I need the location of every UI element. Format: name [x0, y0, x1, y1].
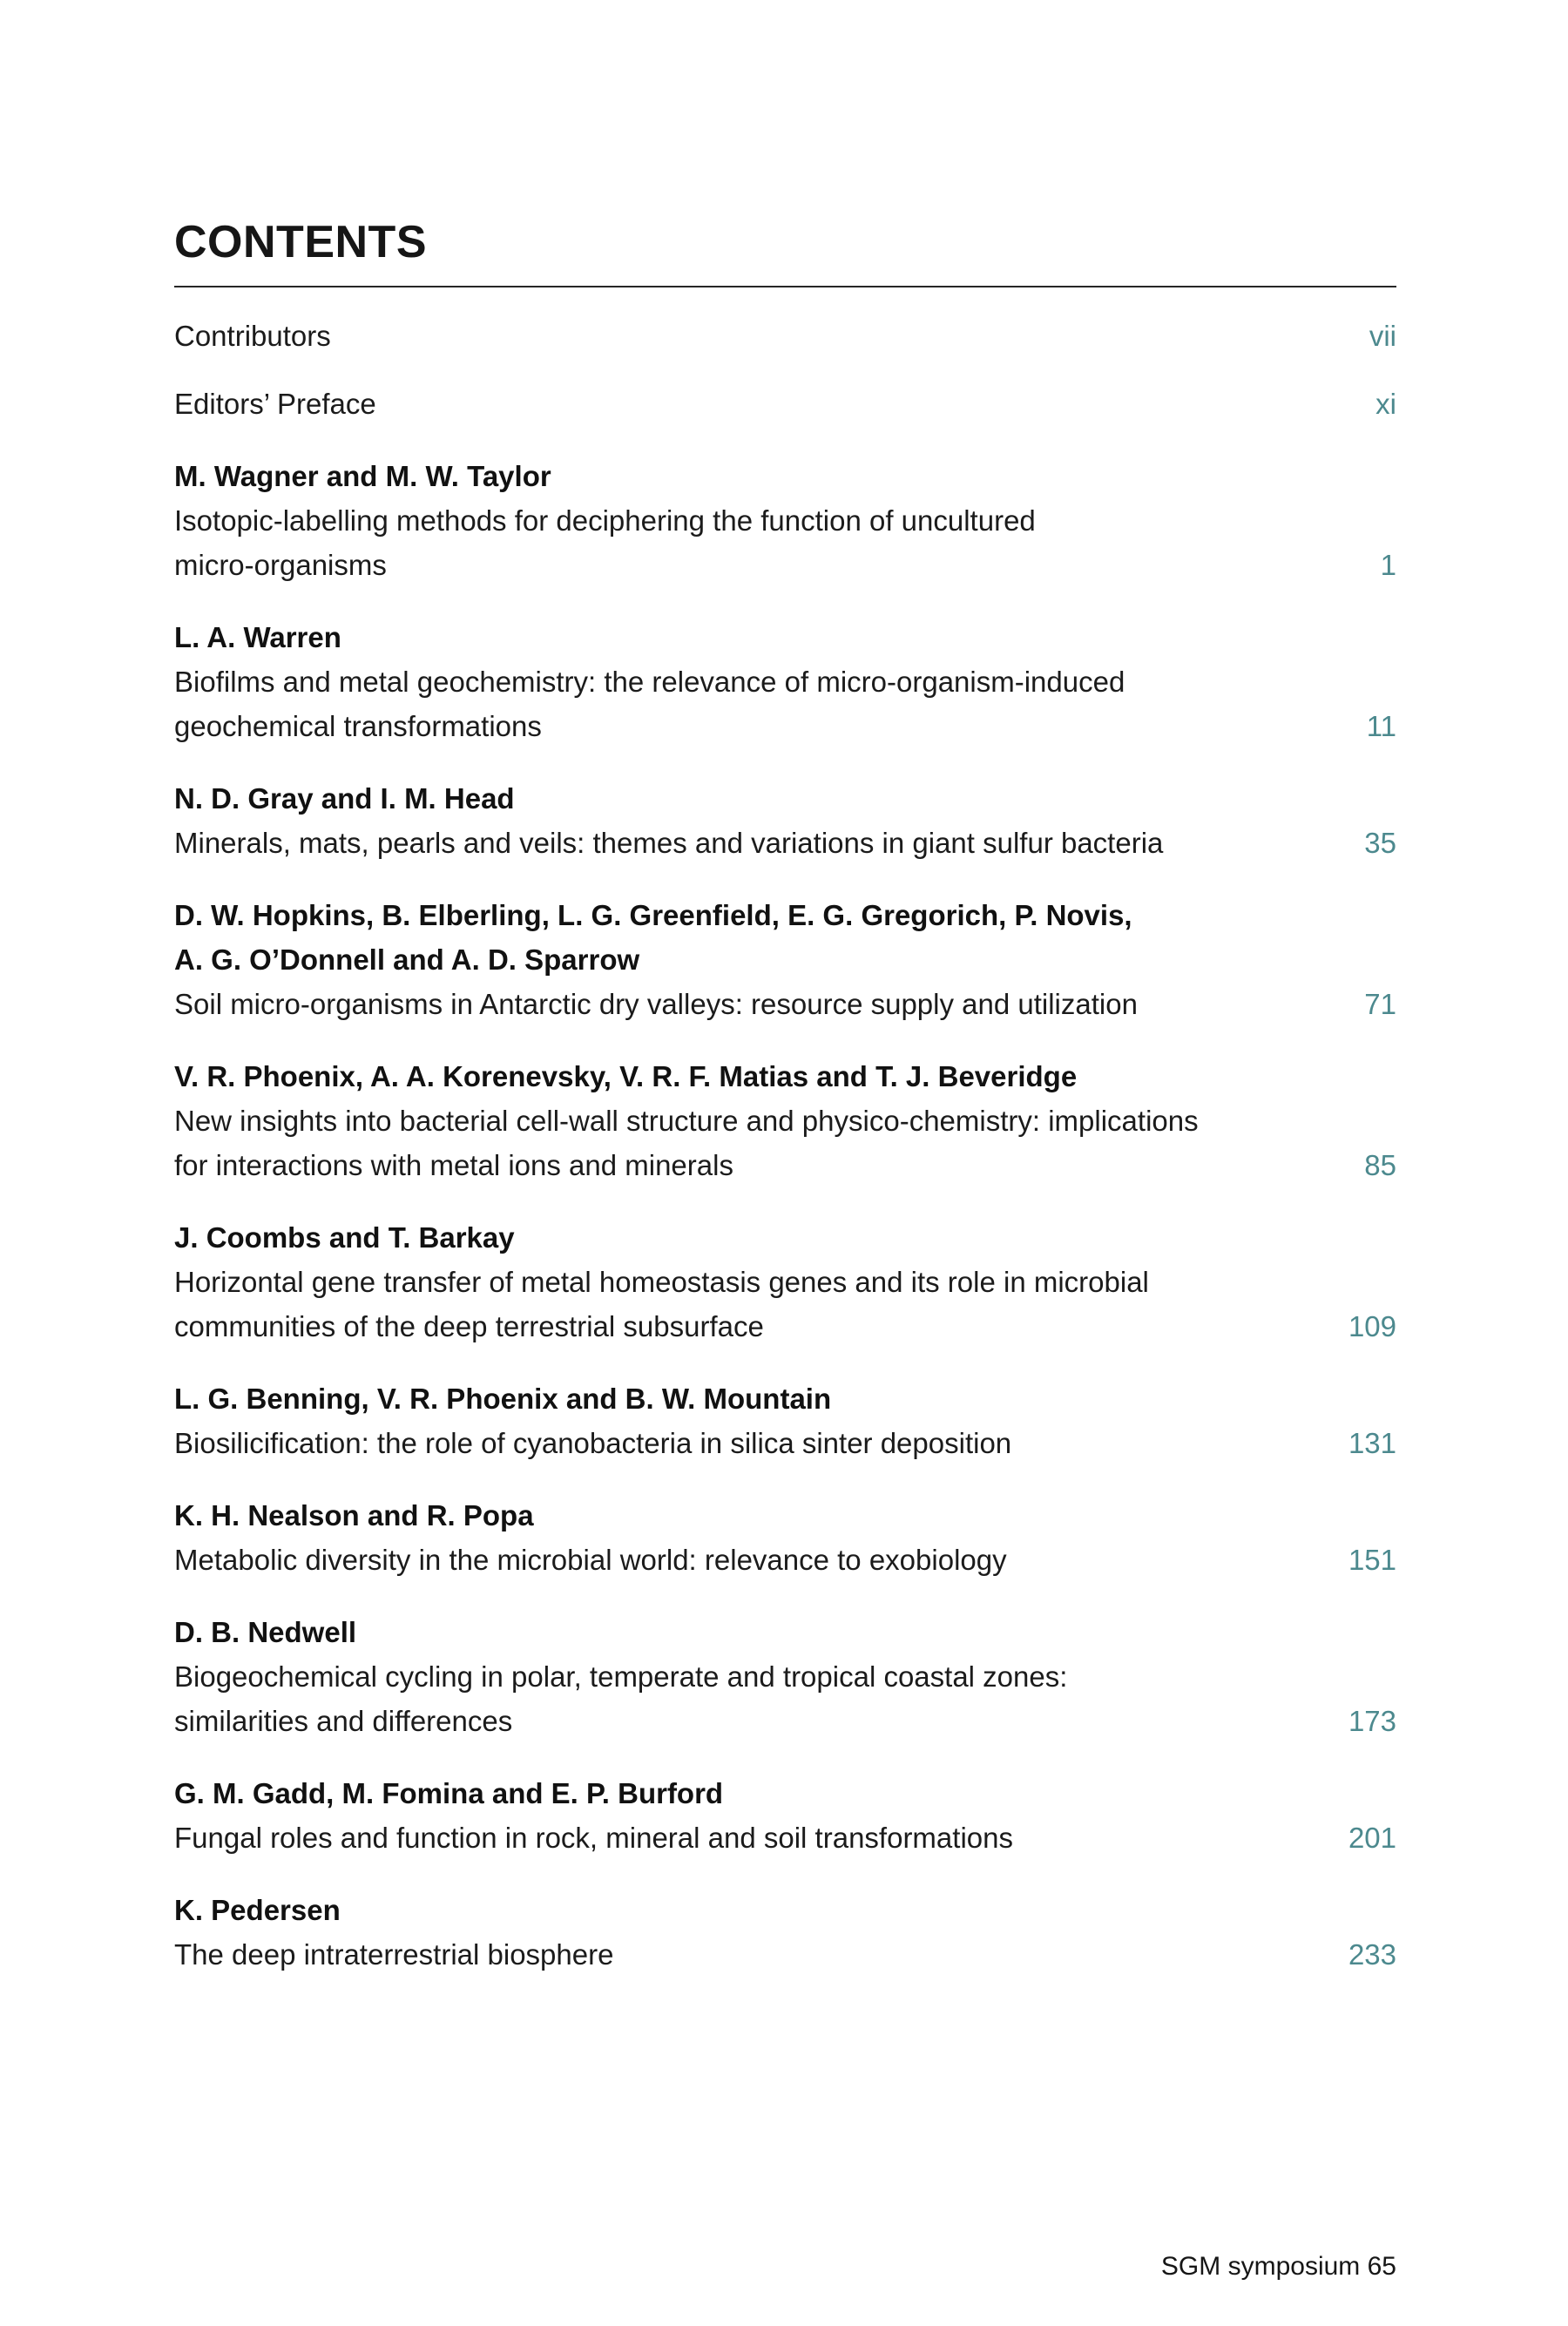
entry-title-line — [174, 1699, 1396, 1743]
toc-entry — [174, 893, 1396, 1026]
entry-title-line — [174, 1421, 1396, 1465]
page-number: 71 — [1364, 988, 1396, 1020]
toc-entry — [174, 776, 1396, 865]
toc-entry — [174, 1610, 1396, 1743]
entry-title-text: geochemical transformations — [174, 710, 542, 742]
entry-authors: J. Coombs and T. Barkay — [174, 1221, 515, 1254]
entry-title-line — [174, 1143, 1396, 1187]
entry-title-text: Metabolic diversity in the microbial world: relevance to exobiology — [174, 1544, 1007, 1576]
entry-authors: D. B. Nedwell — [174, 1616, 357, 1648]
toc-entry — [174, 615, 1396, 748]
front-matter-label: Editors’ Preface — [174, 388, 376, 420]
page-number: 151 — [1348, 1544, 1396, 1576]
footer-imprint: SGM symposium 65 — [1160, 2252, 1396, 2281]
page-number: 201 — [1348, 1822, 1396, 1854]
page-number: 131 — [1348, 1427, 1396, 1459]
entry-title-text: Minerals, mats, pearls and veils: themes and variations in giant sulfur bacteria — [174, 827, 1164, 859]
entry-title-text: The deep intraterrestrial biosphere — [174, 1938, 614, 1971]
front-matter-row — [174, 314, 1396, 358]
entry-title-text: for interactions with metal ions and minerals — [174, 1149, 733, 1181]
toc-entry — [174, 454, 1396, 587]
entry-authors: A. G. O’Donnell and A. D. Sparrow — [174, 943, 640, 976]
entry-title-line: Horizontal gene transfer of metal homeostasis genes and its role in microbial — [174, 1266, 1149, 1298]
front-matter-list — [174, 314, 1396, 426]
entry-title-text: micro-organisms — [174, 549, 387, 581]
entry-title-line: Isotopic-labelling methods for deciphering the function of uncultured — [174, 504, 1036, 537]
toc-entries — [174, 454, 1396, 1977]
entry-title-text: Biosilicification: the role of cyanobacteria in silica sinter deposition — [174, 1427, 1012, 1459]
toc-entry — [174, 1376, 1396, 1465]
page-number: 35 — [1364, 827, 1396, 859]
entry-authors: N. D. Gray and I. M. Head — [174, 782, 515, 815]
entry-title-line — [174, 1304, 1396, 1349]
page-number: xi — [1375, 388, 1396, 420]
toc-entry — [174, 1493, 1396, 1582]
entry-title-text: communities of the deep terrestrial subsurface — [174, 1310, 764, 1342]
entry-title-line — [174, 821, 1396, 865]
entry-title-line: New insights into bacterial cell-wall structure and physico-chemistry: implications — [174, 1105, 1199, 1137]
entry-title-line — [174, 543, 1396, 587]
entry-title-text: similarities and differences — [174, 1705, 513, 1737]
entry-title-line: Biogeochemical cycling in polar, temperate and tropical coastal zones: — [174, 1660, 1068, 1693]
entry-title-text: Soil micro-organisms in Antarctic dry valleys: resource supply and utilization — [174, 988, 1138, 1020]
toc-entry — [174, 1054, 1396, 1187]
entry-authors: V. R. Phoenix, A. A. Korenevsky, V. R. F. Matias and T. J. Beveridge — [174, 1060, 1078, 1092]
toc-entry — [174, 1888, 1396, 1977]
entry-authors: G. M. Gadd, M. Fomina and E. P. Burford — [174, 1777, 724, 1809]
page-number: 85 — [1364, 1149, 1396, 1181]
page-number: 233 — [1348, 1938, 1396, 1971]
entry-title-line: Biofilms and metal geochemistry: the relevance of micro-organism-induced — [174, 666, 1125, 698]
entry-title-line — [174, 982, 1396, 1026]
entry-authors: M. Wagner and M. W. Taylor — [174, 460, 551, 492]
contents-column — [174, 0, 1396, 1977]
entry-authors: D. W. Hopkins, B. Elberling, L. G. Greenfield, E. G. Gregorich, P. Novis, — [174, 899, 1132, 931]
entry-authors: K. H. Nealson and R. Popa — [174, 1499, 534, 1532]
page-number: 11 — [1366, 710, 1396, 742]
page-number: 109 — [1348, 1310, 1396, 1342]
entry-title-line — [174, 1538, 1396, 1582]
entry-title-line — [174, 1815, 1396, 1860]
entry-authors: K. Pedersen — [174, 1894, 341, 1926]
front-matter-row — [174, 382, 1396, 426]
page-number: 1 — [1380, 549, 1396, 581]
front-matter-label: Contributors — [174, 320, 331, 352]
entry-authors: L. G. Benning, V. R. Phoenix and B. W. Mountain — [174, 1383, 832, 1415]
entry-authors: L. A. Warren — [174, 621, 341, 653]
page-title: CONTENTS — [174, 217, 427, 267]
title-rule — [174, 286, 1396, 287]
toc-entry — [174, 1215, 1396, 1349]
page-number: vii — [1369, 320, 1396, 352]
page-number: 173 — [1348, 1705, 1396, 1737]
entry-title-line — [174, 1932, 1396, 1977]
entry-title-text: Fungal roles and function in rock, mineral and soil transformations — [174, 1822, 1013, 1854]
entry-title-line — [174, 704, 1396, 748]
toc-entry — [174, 1771, 1396, 1860]
